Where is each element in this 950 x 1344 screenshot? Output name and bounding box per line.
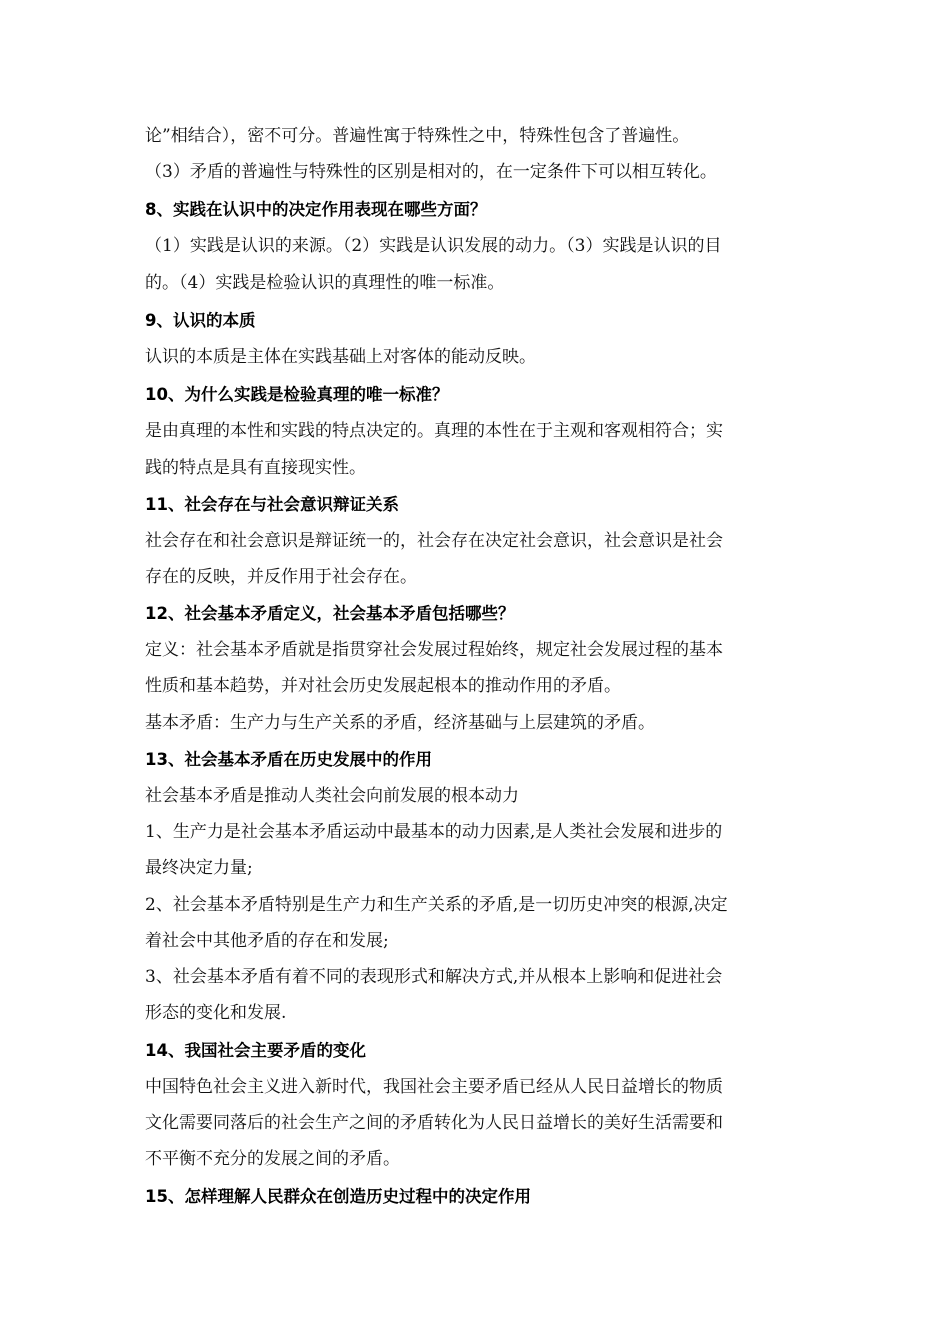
text-line: 形态的变化和发展.: [145, 1003, 287, 1023]
text-line: 存在的反映，并反作用于社会存在。: [145, 567, 417, 587]
text-line: 文化需要同落后的社会生产之间的矛盾转化为人民日益增长的美好生活需要和: [145, 1113, 723, 1133]
section-heading-12: 12、社会基本矛盾定义，社会基本矛盾包括哪些？: [145, 604, 515, 623]
text-line: 1、生产力是社会基本矛盾运动中最基本的动力因素,是人类社会发展和进步的: [145, 822, 723, 842]
section-heading-11: 11、社会存在与社会意识辩证关系: [145, 495, 399, 514]
text-line: 着社会中其他矛盾的存在和发展;: [145, 931, 389, 951]
section-heading-8: 8、实践在认识中的决定作用表现在哪些方面？: [145, 200, 487, 219]
text-line: 中国特色社会主义进入新时代，我国社会主要矛盾已经从人民日益增长的物质: [145, 1077, 723, 1097]
text-line: 社会存在和社会意识是辩证统一的，社会存在决定社会意识，社会意识是社会: [145, 531, 723, 551]
text-line: 的。（4）实践是检验认识的真理性的唯一标准。: [145, 273, 505, 293]
text-line: （1）实践是认识的来源。（2）实践是认识发展的动力。（3）实践是认识的目: [145, 236, 722, 256]
text-line: 是由真理的本性和实践的特点决定的。真理的本性在于主观和客观相符合；实: [145, 421, 723, 441]
text-line: （3）矛盾的普遍性与特殊性的区别是相对的，在一定条件下可以相互转化。: [145, 162, 717, 182]
section-heading-10: 10、为什么实践是检验真理的唯一标准？: [145, 385, 449, 404]
text-line: 认识的本质是主体在实践基础上对客体的能动反映。: [145, 347, 536, 367]
section-heading-15: 15、怎样理解人民群众在创造历史过程中的决定作用: [145, 1187, 531, 1206]
text-line: 定义：社会基本矛盾就是指贯穿社会发展过程始终，规定社会发展过程的基本: [145, 640, 723, 660]
text-line: 基本矛盾：生产力与生产关系的矛盾，经济基础与上层建筑的矛盾。: [145, 713, 655, 733]
text-line: 3、社会基本矛盾有着不同的表现形式和解决方式,并从根本上影响和促进社会: [145, 967, 723, 987]
text-line: 2、社会基本矛盾特别是生产力和生产关系的矛盾,是一切历史冲突的根源,决定: [145, 895, 728, 915]
text-line: 论”相结合），密不可分。普遍性寓于特殊性之中，特殊性包含了普遍性。: [145, 126, 690, 146]
text-line: 最终决定力量;: [145, 858, 253, 878]
text-line: 性质和基本趋势，并对社会历史发展起根本的推动作用的矛盾。: [145, 676, 621, 696]
text-line: 不平衡不充分的发展之间的矛盾。: [145, 1149, 400, 1169]
text-line: 践的特点是具有直接现实性。: [145, 458, 366, 478]
section-heading-13: 13、社会基本矛盾在历史发展中的作用: [145, 750, 432, 769]
section-heading-14: 14、我国社会主要矛盾的变化: [145, 1041, 366, 1060]
section-heading-9: 9、认识的本质: [145, 311, 256, 330]
text-line: 社会基本矛盾是推动人类社会向前发展的根本动力: [145, 786, 519, 806]
